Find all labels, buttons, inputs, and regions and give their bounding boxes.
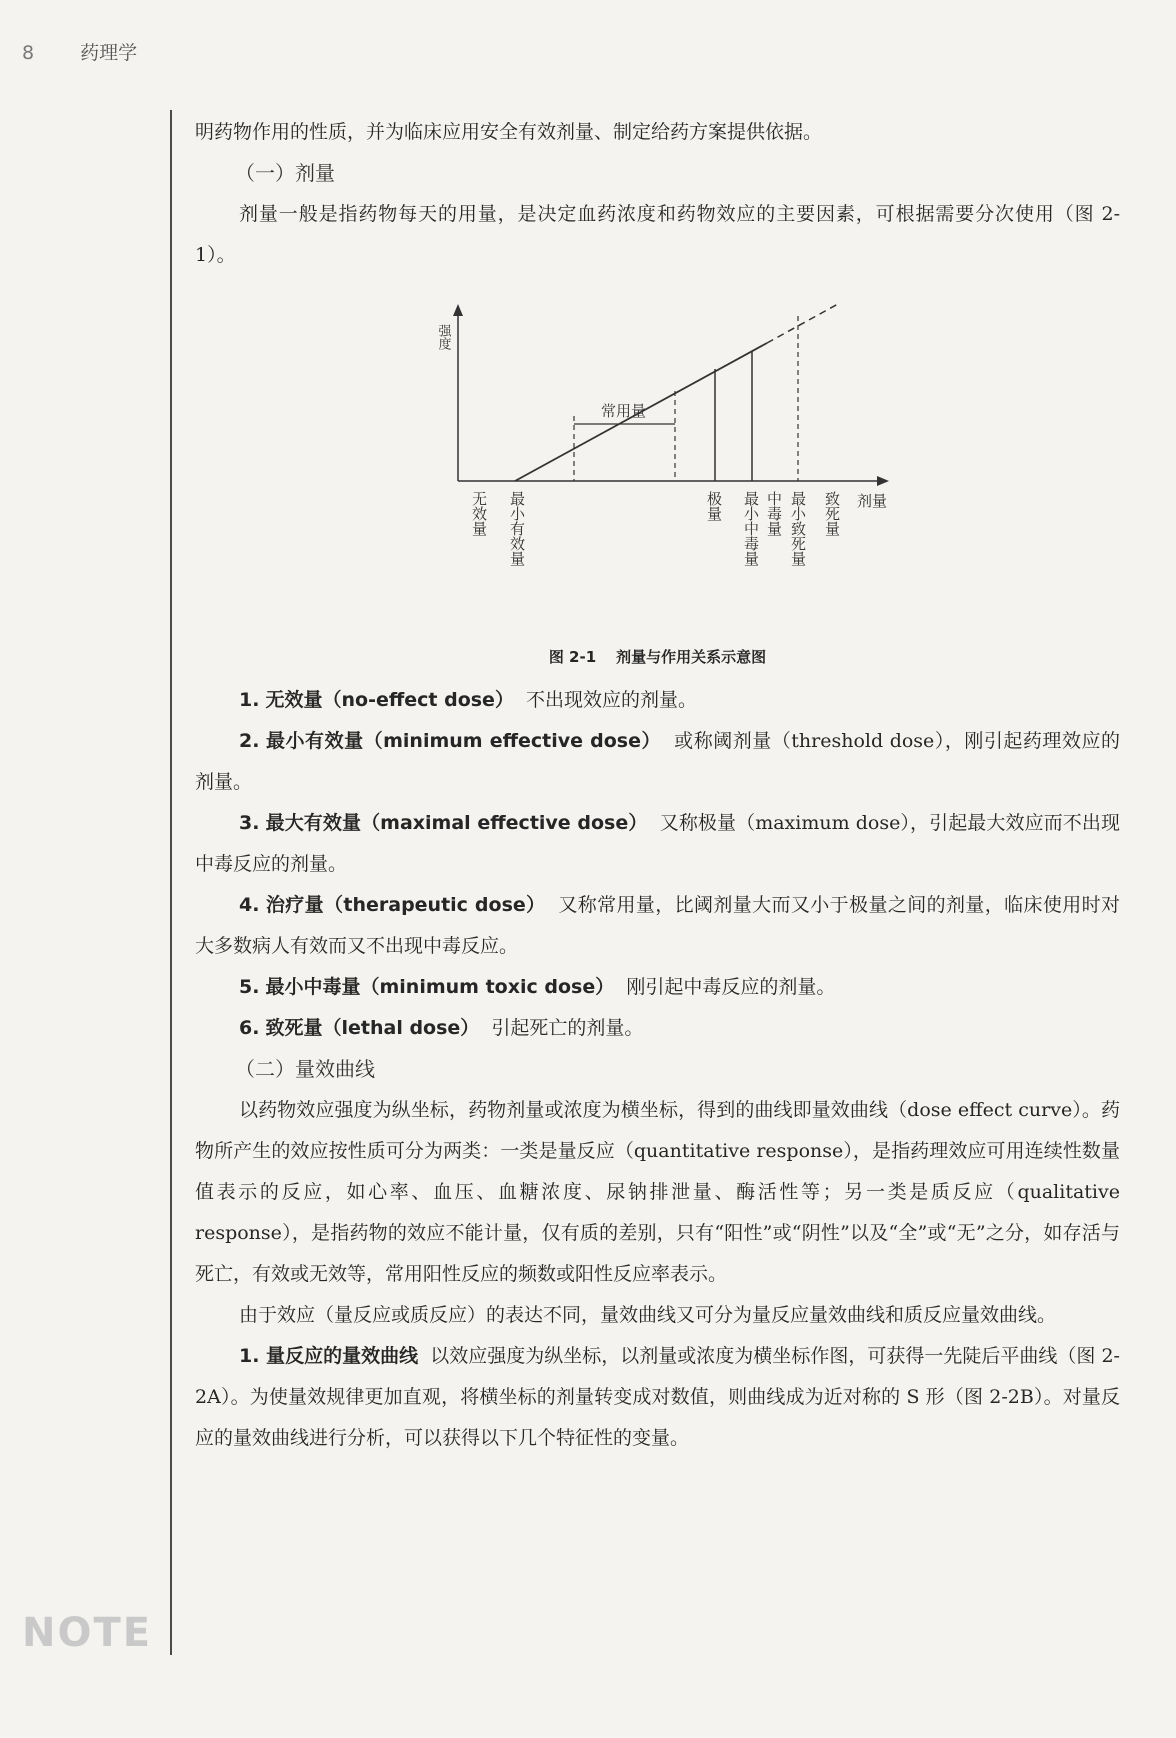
x-axis-label: 剂量 — [857, 492, 888, 510]
paragraph-dose-effect-curve: 以药物效应强度为纵坐标，药物剂量或浓度为横坐标，得到的曲线即量效曲线（dose effect curve）。药物所产生的效应按性质可分为两类：一类是量反应（quantitative response），是指药理效应可用连续性数量值表示的反应，如心率、血压、血糖浓度、尿钠排泄量、酶活性等；另一类是质反应（qualitative response），是指药物的效应不能计量，仅有质的差别，只有“阳性”或“阴性”以及“全”或“无”之分，如存活与死亡，有效或无效等，常用阳性反应的频数或阳性反应率表示。 — [195, 1099, 1120, 1285]
paragraph-curve-types: 由于效应（量反应或质反应）的表达不同，量效曲线又可分为量反应量效曲线和质反应量效曲线。 — [239, 1304, 1057, 1326]
paragraph-text: 以效应强度为纵坐标，以剂量或浓度为横坐标作图，可获得一先陡后平曲线（图 2-2A）。为使量效规律更加直观，将横坐标的剂量转变成对数值，则曲线成为近对称的 S 形（图 2-2B）。对量反应的量效曲线进行分析，可以获得以下几个特征性的变量。 — [195, 1345, 1120, 1449]
usual-dose-label: 常用量 — [601, 402, 647, 420]
tick-label-lethal-dose: 致死量 — [823, 491, 841, 536]
item-description: 又称常用量，比阈剂量大而又小于极量之间的剂量，临床使用时对大多数病人有效而又不出现中毒反应。 — [195, 894, 1120, 957]
margin-rule — [170, 110, 172, 1655]
item-number: 2. — [239, 730, 260, 752]
item-description: 或称阈剂量（threshold dose），刚引起药理效应的剂量。 — [195, 730, 1120, 793]
page-content — [195, 112, 1120, 1459]
figure-dose-effect — [195, 276, 1120, 636]
definition-item — [195, 1008, 1120, 1049]
item-description: 又称极量（maximum dose），引起最大效应而不出现中毒反应的剂量。 — [195, 812, 1120, 875]
paragraph-quantitative-curve — [195, 1336, 1120, 1459]
item-term: 致死量（lethal dose） — [265, 1017, 480, 1039]
item-number: 4. — [239, 894, 260, 916]
definition-item — [195, 967, 1120, 1008]
item-term: 最大有效量（maximal effective dose） — [265, 812, 648, 834]
tick-label-min-lethal-dose: 最小致死量 — [789, 491, 807, 566]
page-header — [22, 38, 137, 65]
item-number: 5. — [239, 976, 260, 998]
item-term: 无效量（no-effect dose） — [265, 689, 514, 711]
tick-label-max-dose: 极量 — [705, 491, 723, 521]
item-term: 最小中毒量（minimum toxic dose） — [265, 976, 615, 998]
item-number: 3. — [239, 812, 260, 834]
figure-caption — [195, 642, 1120, 672]
section-heading-dose-effect-curve: （二）量效曲线 — [235, 1057, 375, 1081]
y-axis-arrow — [453, 304, 463, 316]
item-description: 刚引起中毒反应的剂量。 — [626, 976, 836, 998]
paragraph-term: 1. 量反应的量效曲线 — [239, 1345, 419, 1367]
dose-effect-diagram — [195, 276, 1120, 636]
figure-title: 剂量与作用关系示意图 — [616, 648, 767, 666]
dose-effect-line-extension — [767, 304, 838, 343]
paragraph-continuation: 明药物作用的性质，并为临床应用安全有效剂量、制定给药方案提供依据。 — [195, 121, 823, 143]
tick-label-no-effect-dose: 无效量 — [470, 491, 488, 536]
book-title: 药理学 — [80, 42, 138, 64]
definition-item — [195, 721, 1120, 803]
item-number: 1. — [239, 689, 260, 711]
item-number: 6. — [239, 1017, 260, 1039]
definition-item — [195, 885, 1120, 967]
note-watermark: NOTE — [22, 1610, 153, 1656]
x-axis-arrow — [877, 476, 889, 486]
tick-label-min-toxic-dose: 最小中毒量 — [742, 491, 760, 566]
tick-label-min-effective-dose: 最小有效量 — [508, 491, 526, 566]
section-heading-dose: （一）剂量 — [235, 161, 335, 185]
definition-item — [195, 803, 1120, 885]
page-number: 8 — [22, 42, 35, 64]
definition-item — [195, 680, 1120, 721]
figure-number: 图 2-1 — [548, 648, 597, 666]
item-description: 引起死亡的剂量。 — [491, 1017, 644, 1039]
item-term: 最小有效量（minimum effective dose） — [266, 730, 662, 752]
item-description: 不出现效应的剂量。 — [526, 689, 698, 711]
y-axis-label: 强度 — [435, 324, 451, 350]
item-term: 治疗量（therapeutic dose） — [265, 894, 546, 916]
tick-label-toxic-dose: 中毒量 — [765, 491, 783, 536]
paragraph-dose-definition: 剂量一般是指药物每天的用量，是决定血药浓度和药物效应的主要因素，可根据需要分次使用（图 2-1）。 — [195, 203, 1120, 266]
